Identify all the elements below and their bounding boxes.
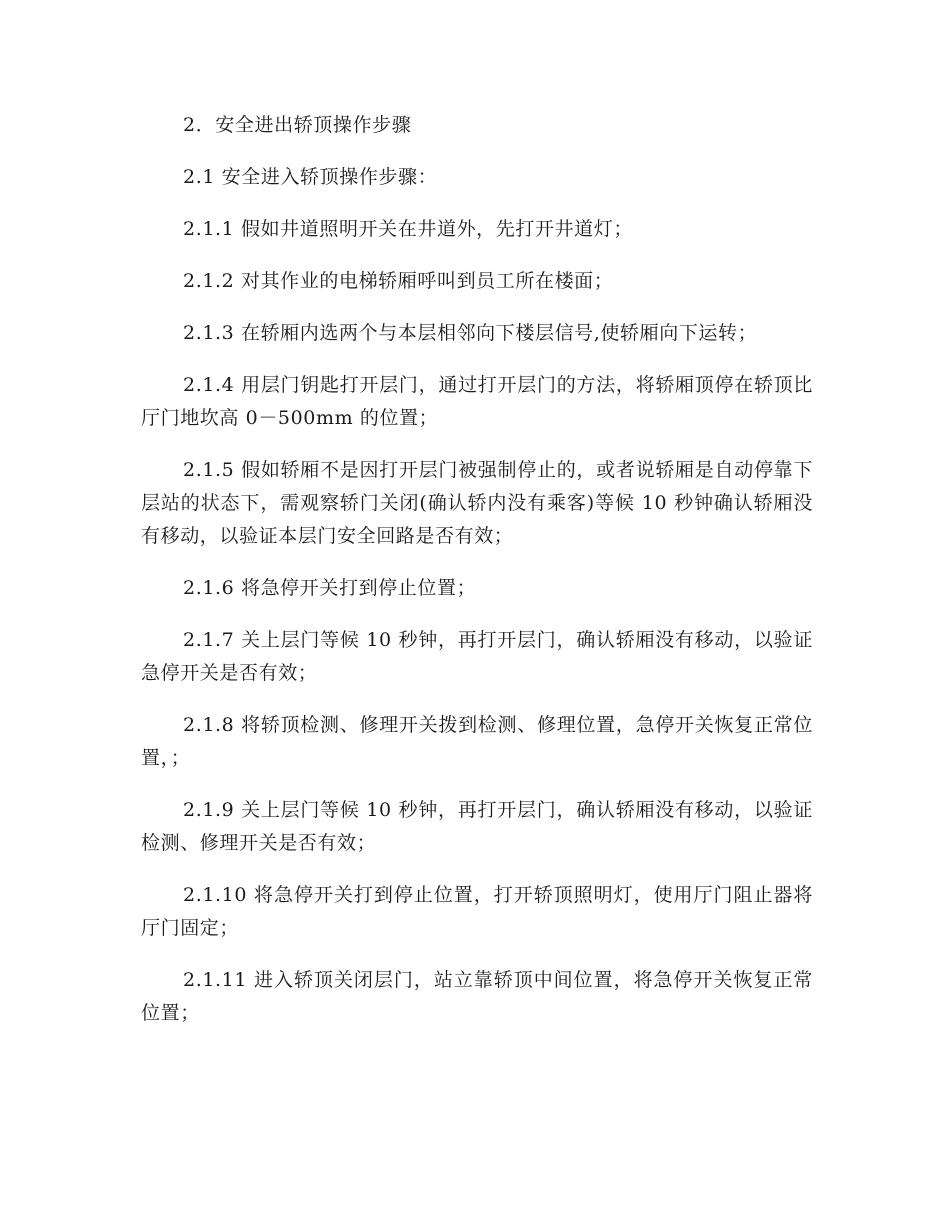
- step-paragraph: 2.1.1 假如井道照明开关在井道外，先打开井道灯；: [183, 218, 633, 240]
- step-paragraph: 2.1.5 假如轿厢不是因打开层门被强制停止的，或者说轿厢是自动停靠下层站的状态下，需观察轿门关闭(确认轿内没有乘客)等候 10 秒钟确认轿厢没有移动，以验证本层门安全回路是否有效；: [141, 459, 813, 547]
- step-paragraph: 2.1.11 进入轿顶关闭层门，站立靠轿顶中间位置，将急停开关恢复正常位置；: [141, 969, 813, 1024]
- step-paragraph: 2.1.4 用层门钥匙打开层门，通过打开层门的方法，将轿厢顶停在轿顶比厅门地坎高 0－500mm 的位置；: [141, 374, 813, 429]
- step-paragraph: 2.1.3 在轿厢内选两个与本层相邻向下楼层信号,使轿厢向下运转；: [183, 322, 758, 344]
- section-heading: 2．安全进出轿顶操作步骤: [183, 114, 412, 136]
- step-paragraph: 2.1.8 将轿顶检测、修理开关拨到检测、修理位置，急停开关恢复正常位置，；: [141, 714, 813, 769]
- step-paragraph: 2.1.7 关上层门等候 10 秒钟，再打开层门，确认轿厢没有移动，以验证急停开关是否有效；: [141, 629, 813, 684]
- step-paragraph: 2.1.10 将急停开关打到停止位置，打开轿顶照明灯，使用厅门阻止器将厅门固定；: [141, 884, 813, 939]
- document-body: [141, 109, 813, 1049]
- step-paragraph: 2.1.9 关上层门等候 10 秒钟，再打开层门，确认轿厢没有移动，以验证检测、修理开关是否有效；: [141, 799, 813, 854]
- subsection-heading: 2.1 安全进入轿顶操作步骤：: [183, 166, 438, 188]
- step-paragraph: 2.1.6 将急停开关打到停止位置；: [183, 577, 477, 599]
- step-paragraph: 2.1.2 对其作业的电梯轿厢呼叫到员工所在楼面；: [183, 270, 614, 292]
